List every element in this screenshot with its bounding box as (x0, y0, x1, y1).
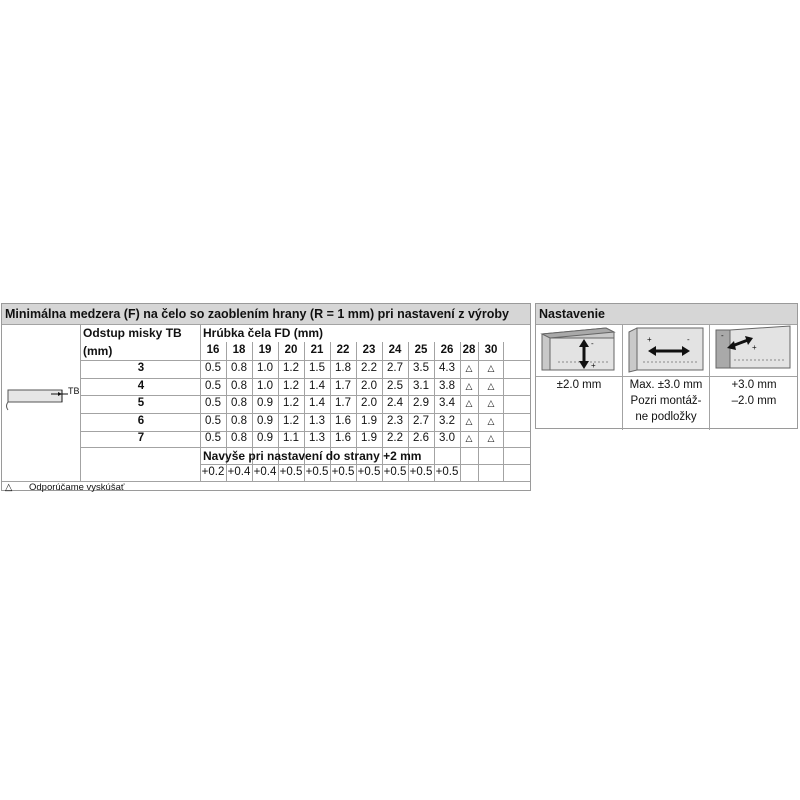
column-header: 22 (336, 344, 350, 356)
grid-line (2, 324, 530, 325)
column-header: 24 (388, 344, 402, 356)
gap-value: 1.4 (309, 397, 325, 409)
gap-value: 2.3 (387, 415, 403, 427)
gap-value: 0.9 (257, 397, 273, 409)
column-header: 20 (284, 344, 298, 356)
depth-adjust-illustration (710, 324, 796, 376)
gap-value: 1.0 (257, 380, 273, 392)
gap-value: 2.7 (387, 362, 403, 374)
fd-header: Hrúbka čela FD (mm) (203, 326, 324, 340)
gap-value: 0.8 (231, 415, 247, 427)
gap-value: 0.5 (205, 415, 221, 427)
test-symbol: △ (487, 433, 495, 443)
gap-value: 3.2 (439, 415, 455, 427)
grid-line (80, 447, 530, 448)
grid-line (80, 360, 530, 361)
column-header: 16 (206, 344, 220, 356)
test-symbol: △ (465, 433, 473, 443)
gap-value: 0.5 (205, 362, 221, 374)
svg-text:+: + (647, 335, 652, 344)
gap-value: 1.2 (283, 397, 299, 409)
tb-row-label: 7 (137, 432, 145, 444)
adjust-value: Max. ±3.0 mm (629, 379, 703, 391)
column-header: 19 (258, 344, 272, 356)
tb-diagram-label: TB (68, 386, 80, 396)
gap-value: 1.7 (335, 397, 351, 409)
extra-gap-value: +0.5 (383, 466, 407, 478)
extra-gap-value: +0.5 (279, 466, 303, 478)
grid-line (80, 378, 530, 379)
test-symbol: △ (487, 416, 495, 426)
gap-value: 1.2 (283, 380, 299, 392)
grid-line (200, 464, 530, 465)
gap-value: 2.7 (413, 415, 429, 427)
test-symbol: △ (465, 363, 473, 373)
svg-text:+: + (752, 343, 757, 352)
gap-value: 2.0 (361, 380, 377, 392)
gap-value: 2.9 (413, 397, 429, 409)
gap-value: 4.3 (439, 362, 455, 374)
extra-gap-value: +0.5 (357, 466, 381, 478)
svg-text:-: - (591, 339, 594, 348)
gap-value: 0.5 (205, 380, 221, 392)
adjustment-panel (535, 303, 798, 429)
gap-value: 1.0 (257, 362, 273, 374)
gap-value: 1.4 (309, 380, 325, 392)
column-header: 30 (484, 344, 498, 356)
tb-unit: (mm) (83, 344, 113, 358)
side-adjust-header: Navyše pri nastavení do strany +2 mm (203, 449, 422, 463)
extra-gap-value: +0.5 (331, 466, 355, 478)
legend-symbol: △ (5, 482, 13, 493)
extra-gap-value: +0.2 (201, 466, 225, 478)
adjust-value: +3.0 mm (731, 379, 777, 391)
gap-value: 3.0 (439, 432, 455, 444)
adjust-note: Pozri montáž- (630, 395, 702, 407)
gap-value: 0.5 (205, 432, 221, 444)
gap-value: 1.3 (309, 415, 325, 427)
test-symbol: △ (487, 381, 495, 391)
svg-text:-: - (721, 331, 724, 340)
extra-gap-value: +0.5 (409, 466, 433, 478)
adjust-value: ±2.0 mm (556, 379, 602, 391)
gap-value: 1.7 (335, 380, 351, 392)
legend-text: Odporúčame vyskúšať (29, 482, 125, 493)
test-symbol: △ (487, 363, 495, 373)
column-header: 23 (362, 344, 376, 356)
gap-value: 1.6 (335, 432, 351, 444)
test-symbol: △ (487, 398, 495, 408)
side-adjust-text (623, 377, 709, 425)
extra-gap-value: +0.5 (305, 466, 329, 478)
gap-value: 2.4 (387, 397, 403, 409)
gap-value: 1.3 (309, 432, 325, 444)
adjust-note: ne podložky (635, 411, 697, 423)
gap-value: 1.8 (335, 362, 351, 374)
gap-value: 0.8 (231, 380, 247, 392)
gap-value: 0.8 (231, 397, 247, 409)
column-header: 28 (462, 344, 476, 356)
tb-row-label: 4 (137, 380, 145, 392)
extra-gap-value: +0.4 (253, 466, 277, 478)
column-header: 26 (440, 344, 454, 356)
svg-text:-: - (687, 335, 690, 344)
gap-value: 0.5 (205, 397, 221, 409)
tb-row-label: 6 (137, 415, 145, 427)
column-header: 21 (310, 344, 324, 356)
tb-header: Odstup misky TB (83, 326, 182, 340)
grid-line (80, 413, 530, 414)
gap-value: 2.5 (387, 380, 403, 392)
gap-value: 3.1 (413, 380, 429, 392)
height-adjust-illustration (536, 324, 622, 376)
gap-value: 1.6 (335, 415, 351, 427)
gap-value: 2.0 (361, 397, 377, 409)
depth-adjust-text (710, 377, 798, 409)
gap-value: 0.9 (257, 415, 273, 427)
gap-value: 3.4 (439, 397, 455, 409)
gap-value: 3.8 (439, 380, 455, 392)
gap-value: 1.9 (361, 415, 377, 427)
grid-line (80, 395, 530, 396)
column-header: 25 (414, 344, 428, 356)
tb-diagram (4, 382, 80, 412)
gap-value: 1.2 (283, 362, 299, 374)
test-symbol: △ (465, 416, 473, 426)
height-adjust-text (536, 377, 622, 393)
gap-value: 1.9 (361, 432, 377, 444)
grid-line (80, 324, 81, 481)
test-symbol: △ (465, 398, 473, 408)
gap-value: 0.8 (231, 362, 247, 374)
adjustment-title: Nastavenie (536, 304, 797, 324)
tb-row-label: 3 (137, 362, 145, 374)
gap-value: 2.6 (413, 432, 429, 444)
gap-value: 0.8 (231, 432, 247, 444)
extra-gap-value: +0.5 (435, 466, 459, 478)
gap-table-panel (1, 303, 531, 491)
gap-value: 0.9 (257, 432, 273, 444)
gap-value: 1.1 (283, 432, 299, 444)
column-header: 18 (232, 344, 246, 356)
gap-value: 3.5 (413, 362, 429, 374)
svg-text:+: + (591, 361, 596, 370)
test-symbol: △ (465, 381, 473, 391)
gap-value: 2.2 (387, 432, 403, 444)
gap-value: 1.5 (309, 362, 325, 374)
tb-row-label: 5 (137, 397, 145, 409)
gap-value: 2.2 (361, 362, 377, 374)
adjust-value: –2.0 mm (731, 395, 777, 407)
side-adjust-illustration (623, 324, 709, 376)
gap-table-title: Minimálna medzera (F) na čelo so zaoblením hrany (R = 1 mm) pri nastavení z výroby (2, 304, 530, 324)
gap-value: 1.2 (283, 415, 299, 427)
extra-gap-value: +0.4 (227, 466, 251, 478)
